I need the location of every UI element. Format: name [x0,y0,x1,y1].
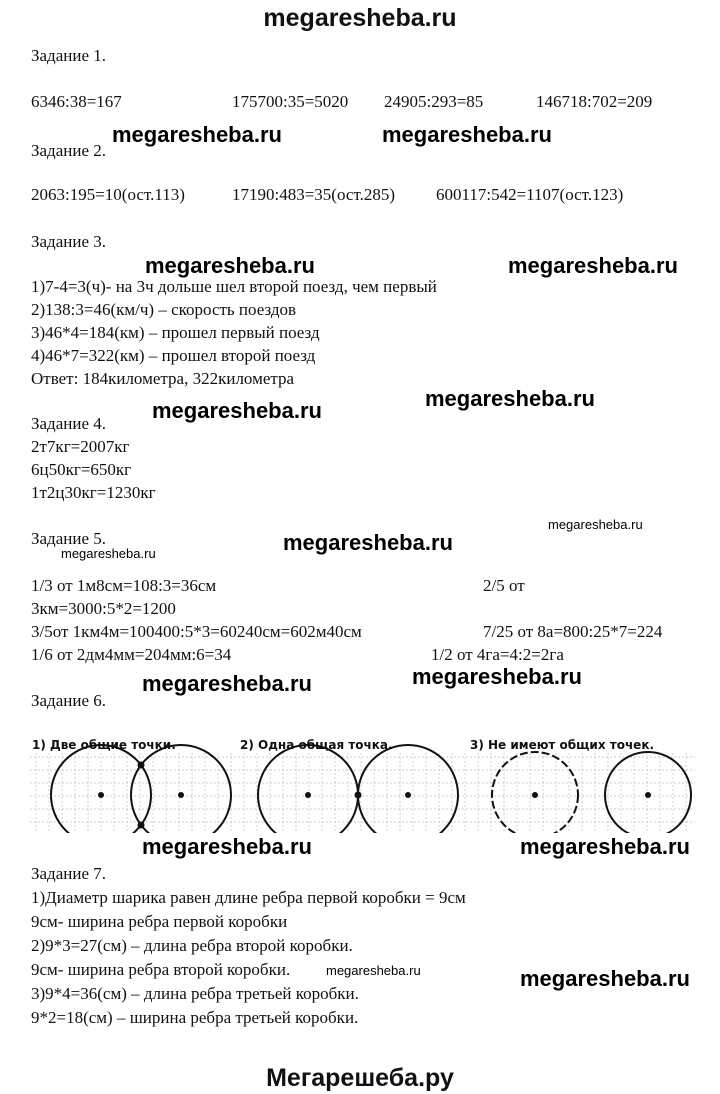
center-point [645,792,651,798]
task3-title: Задание 3. [31,232,106,251]
task7-line-5: 3)9*4=36(см) – длина ребра третьей коробки. [31,984,359,1003]
task4-line-2: 6ц50кг=650кг [31,460,132,479]
caption-two-points: 1) Две общие точки. [32,738,176,752]
watermark-small: megaresheba.ru [548,517,643,532]
intersection-point [138,762,145,769]
watermark: megaresheba.ru [142,834,312,859]
task2-item-1: 2063:195=10(ост.113) [31,185,185,204]
site-footer: Мегарешеба.ру [266,1064,454,1092]
task7-line-1: 1)Диаметр шарика равен длине ребра первой коробки = 9см [31,888,466,907]
center-point [305,792,311,798]
task1-item-2: 175700:35=5020 [232,92,349,111]
watermark: megaresheba.ru [520,966,690,991]
task5-line-2: 2/5 от [483,576,525,595]
watermark-small: megaresheba.ru [61,546,156,561]
task5-line-4: 3/5от 1км4м=100400:5*3=60240см=602м40см [31,622,362,641]
task5-line-6: 1/6 от 2дм4мм=204мм:6=34 [31,645,232,664]
task7-title: Задание 7. [31,864,106,883]
watermark: megaresheba.ru [412,664,582,689]
circles-figure [30,733,695,833]
circle-1b [131,745,231,833]
center-point [98,792,104,798]
task5-line-1: 1/3 от 1м8см=108:3=36см [31,576,217,595]
task3-line-2: 2)138:3=46(км/ч) – скорость поездов [31,300,297,319]
watermark: megaresheba.ru [382,122,552,147]
task6-title: Задание 6. [31,691,106,710]
caption-no-points: 3) Не имеют общих точек. [470,738,655,752]
task1-item-4: 146718:702=209 [536,92,653,111]
watermark: megaresheba.ru [142,671,312,696]
watermark: megaresheba.ru [112,122,282,147]
intersection-point [138,822,145,829]
circle-2b [358,745,458,833]
tangent-point [355,792,362,799]
task7-line-6: 9*2=18(см) – ширина ребра третьей коробки. [31,1008,359,1027]
task7-line-2: 9см- ширина ребра первой коробки [31,912,288,931]
center-point [178,792,184,798]
task1-item-1: 6346:38=167 [31,92,122,111]
task3-answer: Ответ: 184километра, 322километра [31,369,295,388]
task2-item-2: 17190:483=35(ост.285) [232,185,396,204]
task3-line-4: 4)46*7=322(км) – прошел второй поезд [31,346,316,365]
watermark: megaresheba.ru [145,253,315,278]
site-header: megaresheba.ru [263,4,457,32]
task3-line-3: 3)46*4=184(км) – прошел первый поезд [31,323,320,342]
task5-line-3: 3км=3000:5*2=1200 [31,599,176,618]
task4-line-1: 2т7кг=2007кг [31,437,130,456]
task4-line-3: 1т2ц30кг=1230кг [31,483,156,502]
circle-2a [258,745,358,833]
task1-item-3: 24905:293=85 [384,92,484,111]
watermark-small: megaresheba.ru [326,963,421,978]
task1-title: Задание 1. [31,46,106,65]
watermark: megaresheba.ru [152,398,322,423]
task7-line-3: 2)9*3=27(см) – длина ребра второй коробки. [31,936,353,955]
center-point [532,792,538,798]
task5-title: Задание 5. [31,529,106,548]
center-point [405,792,411,798]
task2-item-3: 600117:542=1107(ост.123) [436,185,624,204]
task5-line-5: 7/25 от 8а=800:25*7=224 [483,622,663,641]
task5-line-7: 1/2 от 4га=4:2=2га [431,645,564,664]
task3-line-1: 1)7-4=3(ч)- на 3ч дольше шел второй поезд, чем первый [31,277,437,296]
caption-one-point: 2) Одна общая точка. [240,738,393,752]
watermark: megaresheba.ru [520,834,690,859]
task7-line-4: 9см- ширина ребра второй коробки. [31,960,291,979]
task2-title: Задание 2. [31,141,106,160]
task4-title: Задание 4. [31,414,106,433]
watermark: megaresheba.ru [283,530,453,555]
watermark: megaresheba.ru [508,253,678,278]
watermark: megaresheba.ru [425,386,595,411]
